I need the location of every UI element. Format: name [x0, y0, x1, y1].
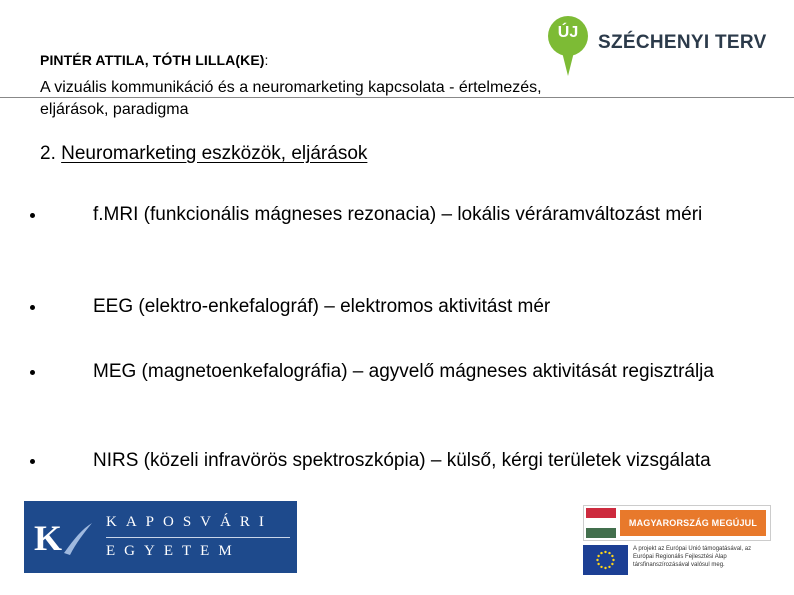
list-item-text: f.MRI (funkcionális mágneses rezonacia) – lokális véráramváltozást méri [93, 204, 703, 225]
header-divider [0, 97, 794, 98]
authors [40, 52, 269, 68]
bullet-icon [30, 305, 35, 310]
bullet-icon [30, 370, 35, 375]
hungarian-flag-icon [586, 508, 616, 538]
bullet-icon [30, 213, 35, 218]
logo-text: SZÉCHENYI TERV [598, 32, 767, 53]
szechenyi-terv-logo [548, 16, 768, 80]
logo-line-1: KAPOSVÁRI [106, 514, 273, 530]
list-item-text: MEG (magnetoenkefalográfia) – agyvelő mágneses aktivitását regisztrálja [93, 361, 714, 382]
list-item-text: NIRS (közeli infravörös spektroszkópia) – külső, kérgi területek vizsgálata [93, 450, 711, 471]
logo-divider [106, 537, 290, 538]
authors-text: PINTÉR ATTILA, TÓTH LILLA(KE) [40, 52, 265, 68]
logo-line-2: EGYETEM [106, 543, 241, 559]
list-item [30, 360, 714, 383]
logo-badge-text: ÚJ [557, 24, 579, 41]
list-item [30, 203, 702, 226]
megujul-text: MAGYARORSZÁG MEGÚJUL [620, 510, 766, 536]
section-heading [40, 143, 367, 165]
section-title: Neuromarketing eszközök, eljárások [61, 143, 368, 164]
kaposvar-university-logo [24, 501, 297, 573]
list-item-text: EEG (elektro-enkefalográf) – elektromos aktivitást mér [93, 296, 551, 317]
list-item [30, 295, 550, 318]
authors-colon: : [264, 52, 269, 68]
section-number: 2. [40, 143, 56, 164]
bullet-icon [30, 459, 35, 464]
magyarorszag-megujul-logo [583, 505, 771, 541]
eu-funding-notice: A projekt az Európai Unió támogatásával, az Európai Regionális Fejlesztési Alap társfinanszírozásával valósul meg. [633, 546, 752, 568]
list-item [30, 449, 711, 472]
eu-flag-icon [583, 545, 628, 575]
presentation-subtitle: A vizuális kommunikáció és a neuromarketing kapcsolata - értelmezés, eljárások, paradigma [40, 79, 542, 118]
logo-letter: K [34, 518, 63, 558]
eu-stars-icon [583, 545, 628, 575]
